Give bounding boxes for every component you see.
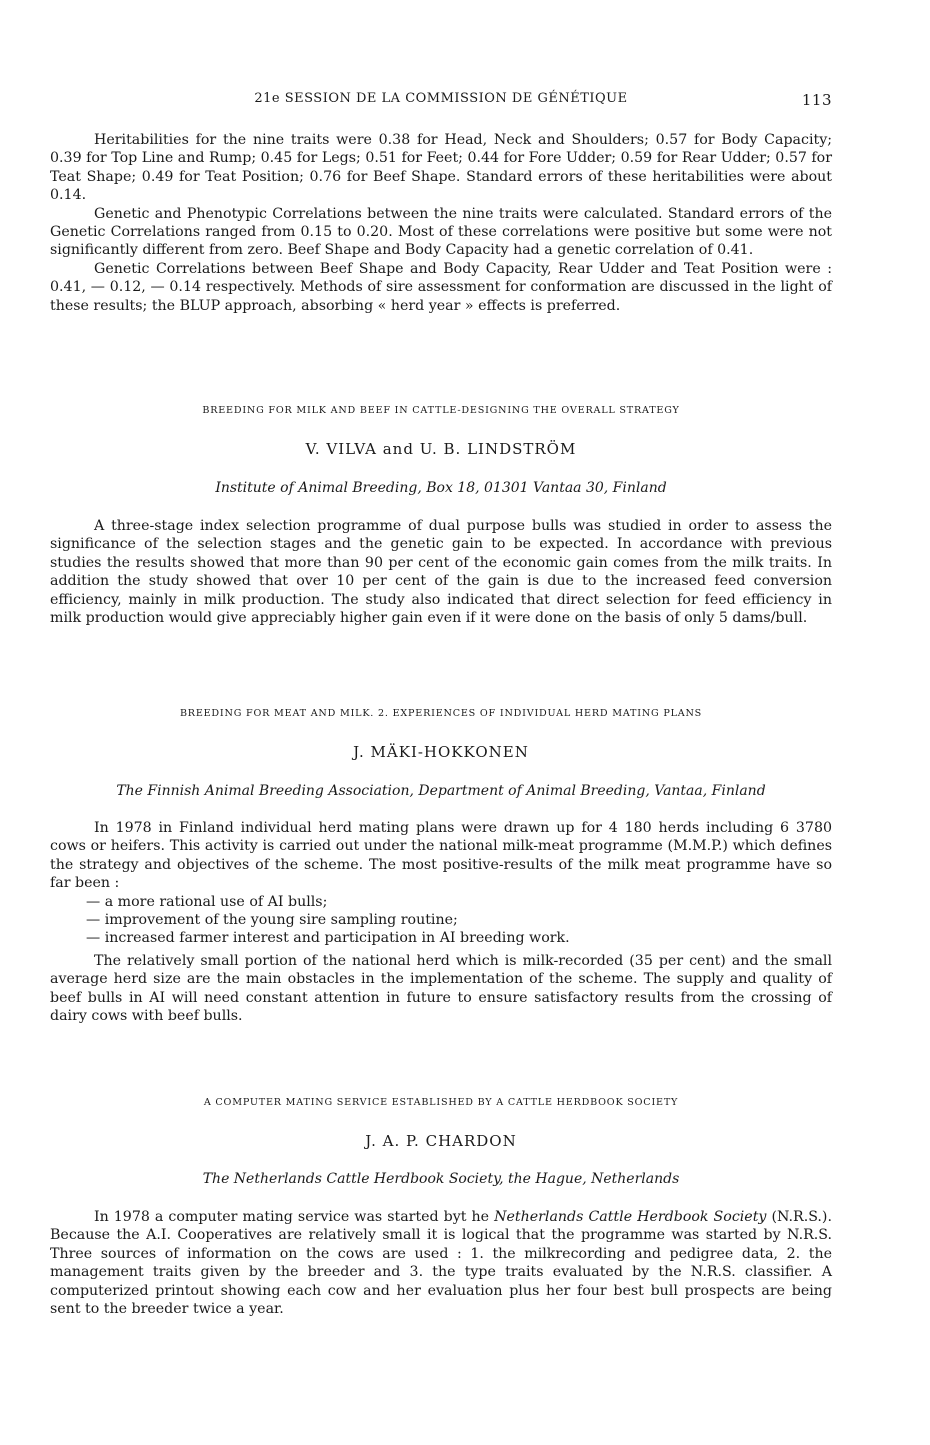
abstract2-body-2: The relatively small portion of the national herd which is milk-recorded (35 per cent) and the small average herd size are the main obstacles in the implementation of the scheme. The supply and quality of beef bulls in AI will need constant attention in future to ensure satisfactory results from the crossing of dairy cows with beef bulls. [50, 952, 832, 1025]
abstract1-heading: BREEDING FOR MILK AND BEEF IN CATTLE-DESIGNING THE OVERALL STRATEGY [202, 405, 680, 416]
abstract3-body-block [50, 1208, 832, 1318]
abstract3-affiliation: The Netherlands Cattle Herdbook Society, the Hague, Netherlands [202, 1171, 680, 1187]
abstract1-body: A three-stage index selection programme of dual purpose bulls was studied in order to assess the significance of the selection stages and the genetic gain to be expected. In accordance with previous studies the results showed that more than 90 per cent of the economic gain comes from the milk traits. In addition the study showed that over 10 per cent of the gain is due to the increased feed conversion efficiency, mainly in milk production. The study also indicated that direct selection for feed efficiency in milk production would give appreciably higher gain even if it were done on the basis of only 5 dams/bull. [50, 518, 832, 627]
running-head [50, 91, 832, 111]
list-item: — improvement of the young sire sampling routine; [86, 911, 832, 929]
abstract2-body-block [50, 819, 832, 1025]
page-number: 113 [801, 91, 832, 109]
running-title: 21e SESSION DE LA COMMISSION DE GÉNÉTIQUE [254, 91, 628, 106]
intro-paragraph-1: Heritabilities for the nine traits were 0.38 for Head, Neck and Shoulders; 0.57 for Body Capacity; 0.39 for Top Line and Rump; 0.45 for Legs; 0.51 for Feet; 0.44 for Fore Udder; 0.59 for Rear Udder; 0.57 for Teat Shape; 0.49 for Teat Position; 0.76 for Beef Shape. Standard errors of these heritabilities were about 0.14. [50, 132, 832, 204]
list-item: — increased farmer interest and participation in AI breeding work. [86, 929, 832, 947]
list-item: — a more rational use of AI bulls; [86, 893, 832, 911]
abstract1-body-block [50, 517, 832, 627]
abstract3-heading: A COMPUTER MATING SERVICE ESTABLISHED BY A CATTLE HERDBOOK SOCIETY [203, 1097, 679, 1108]
abstract1-affiliation: Institute of Animal Breeding, Box 18, 01301 Vantaa 30, Finland [215, 480, 667, 496]
abstract3-body-rest: (N.R.S.). Because the A.I. Cooperatives are relatively small it is logical that the programme was started by N.R.S. Three sources of information on the cows are used : 1. the milkrecording and pedigree data, 2. the management traits given by the breeder and 3. the type traits evaluated by the N.R.S. classifier. A computerized printout showing each cow and her evaluation plus her four best bull prospects are being sent to the breeder twice a year. [50, 1209, 832, 1318]
abstract3-body-society: Netherlands Cattle Herdbook Society [494, 1209, 767, 1225]
abstract2-results-list [50, 893, 832, 948]
intro-paragraph-3: Genetic Correlations between Beef Shape and Body Capacity, Rear Udder and Teat Position were : 0.41, — 0.12, — 0.14 respectively. Methods of sire assessment for conformation are discussed in the light of these results; the BLUP approach, absorbing « herd year » effects is preferred. [50, 260, 832, 314]
abstract2-authors: J. MÄKI-HOKKONEN [353, 743, 529, 761]
abstract2-affiliation: The Finnish Animal Breeding Association, Department of Animal Breeding, Vantaa, Finland [116, 783, 766, 799]
abstract3-authors: J. A. P. CHARDON [365, 1132, 517, 1150]
abstract2-heading: BREEDING FOR MEAT AND MILK. 2. EXPERIENCES OF INDIVIDUAL HERD MATING PLANS [179, 708, 703, 719]
abstract3-body [50, 1208, 832, 1318]
abstract2-body-1: In 1978 in Finland individual herd mating plans were drawn up for 4 180 herds including 6 3780 cows or heifers. This activity is carried out under the national milk-meat programme (M.M.P.) which defines the strategy and objectives of the scheme. The most positive-results of the milk meat programme have so far been : [50, 820, 832, 892]
abstract1-authors: V. VILVA and U. B. LINDSTRÖM [305, 440, 577, 458]
intro-section [50, 131, 832, 315]
intro-paragraph-2: Genetic and Phenotypic Correlations between the nine traits were calculated. Standard errors of the Genetic Correlations ranged from 0.15 to 0.20. Most of these correlations were positive but some were not significantly different from zero. Beef Shape and Body Capacity had a genetic correlation of 0.41. [50, 205, 832, 259]
abstract3-body-lead: In 1978 a computer mating service was started byt he [94, 1209, 495, 1225]
